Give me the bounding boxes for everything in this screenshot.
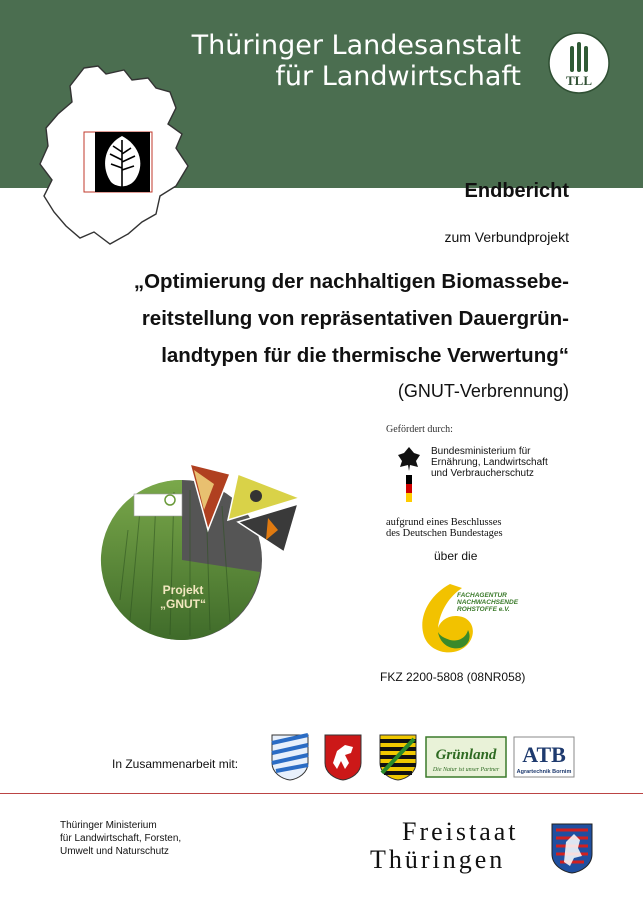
saxony-coat-of-arms-icon (378, 733, 418, 781)
freistaat-wordmark-line1: Freistaat (402, 817, 519, 846)
gruenland-logo-text: Grünland (435, 747, 497, 763)
agency-line: FACHAGENTUR (457, 592, 507, 599)
project-label (160, 583, 206, 611)
funded-by-label: Gefördert durch: (386, 424, 453, 435)
thuringia-ministry-line: Umwelt und Naturschutz (60, 846, 169, 857)
atb-logo (513, 733, 575, 781)
decision-line: des Deutschen Bundestages (386, 528, 503, 539)
bundestag-decision (386, 517, 536, 539)
fnr-agency-name (457, 592, 517, 613)
report-type: Endbericht (464, 180, 569, 202)
atb-logo-text: ATB (522, 742, 566, 767)
project-pie-graphic (90, 440, 310, 660)
report-title-line: „Optimierung der nachhaltigen Biomassebe- (133, 270, 569, 293)
federal-ministry-name (431, 446, 561, 479)
agency-line: ROHSTOFFE e.V. (457, 606, 510, 613)
institution-name-line1: Thüringer Landesanstalt (191, 30, 521, 61)
project-label-line: Projekt (162, 583, 204, 597)
decision-line: aufgrund eines Beschlusses (386, 517, 502, 528)
ministry-line: Bundesministerium für (431, 446, 531, 457)
thuringia-ministry-line: Thüringer Ministerium (60, 820, 157, 831)
report-title-line: landtypen für die thermische Verwertung“ (161, 344, 569, 367)
atb-logo-subtext: Agrartechnik Bornim (516, 769, 572, 775)
agency-line: NACHWACHSENDE (457, 599, 519, 606)
ministry-line: Ernährung, Landwirtschaft (431, 457, 548, 468)
thuringia-ministry-name (60, 819, 181, 858)
tll-logo-text: TLL (565, 73, 593, 88)
report-short-name: (GNUT-Verbrennung) (397, 381, 569, 401)
cooperation-label: In Zusammenarbeit mit: (112, 757, 239, 771)
leaf-icon (95, 132, 150, 192)
report-title-line: reitstellung von repräsentativen Dauergrün- (141, 307, 569, 330)
thuringia-coat-of-arms-icon (550, 822, 594, 874)
tll-logo (548, 32, 610, 94)
fnr-agency-logo (410, 578, 522, 660)
funding-code: FKZ 2200-5808 (08NR058) (380, 670, 526, 684)
bavaria-coat-of-arms-icon (270, 733, 310, 781)
footer-divider (0, 793, 643, 794)
thuringia-ministry-line: für Landwirtschaft, Forsten, (60, 833, 182, 844)
gruenland-logo (425, 733, 507, 781)
federal-eagle-icon (396, 445, 422, 503)
ministry-line: und Verbraucherschutz (431, 468, 534, 479)
project-label-line: „GNUT“ (160, 597, 206, 611)
report-subtitle: zum Verbundprojekt (444, 229, 569, 245)
freistaat-wordmark-line2: Thüringen (370, 845, 506, 874)
lower-saxony-coat-of-arms-icon (323, 733, 363, 781)
gruenland-logo-subtext: Die Natur ist unser Partner (432, 767, 500, 773)
via-label: über die (434, 549, 478, 563)
institution-name-line2: für Landwirtschaft (275, 61, 521, 92)
